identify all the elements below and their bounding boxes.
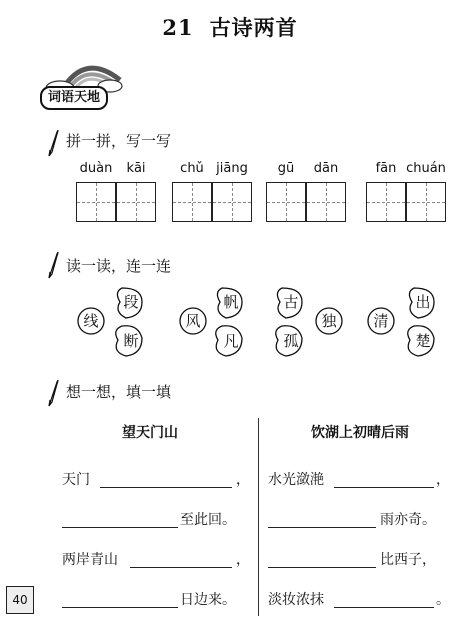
- poem-line-suffix: ，: [236, 472, 250, 488]
- blank-line[interactable]: [62, 606, 178, 608]
- writing-grid-box[interactable]: [366, 182, 406, 222]
- match-left-char[interactable]: 独: [321, 312, 337, 330]
- poem-line-suffix: 雨亦奇。: [380, 512, 436, 528]
- writing-grid-box[interactable]: [76, 182, 116, 222]
- poem-line-prefix: 淡妆浓抹: [268, 592, 324, 608]
- section-label: 词语天地: [40, 86, 108, 110]
- writing-grid-box[interactable]: [116, 182, 156, 222]
- task-title-matching: 读一读，连一连: [66, 257, 172, 275]
- pinyin-syllable: kāi: [126, 161, 146, 176]
- writing-grid-box[interactable]: [306, 182, 346, 222]
- match-bottom-char[interactable]: 断: [123, 332, 139, 350]
- writing-grid-box[interactable]: [266, 182, 306, 222]
- pinyin-syllable: duàn: [79, 161, 113, 176]
- poem-line-suffix: 。: [436, 592, 450, 608]
- poem-line-prefix: 天门: [62, 472, 90, 488]
- pinyin-syllable: gū: [277, 161, 295, 176]
- blank-line[interactable]: [334, 606, 434, 608]
- writing-grid-box[interactable]: [172, 182, 212, 222]
- poem-title-right: 饮湖上初晴后雨: [311, 425, 409, 441]
- writing-grid-box[interactable]: [212, 182, 252, 222]
- poem-title-left: 望天门山: [122, 425, 178, 441]
- quill-pen-icon: [46, 128, 60, 158]
- task-title-pinyin: 拼一拼，写一写: [66, 132, 172, 150]
- match-top-char[interactable]: 段: [123, 293, 139, 311]
- lesson-title: 古诗两首: [209, 15, 298, 40]
- match-top-char[interactable]: 帆: [223, 293, 239, 311]
- poem-line-suffix: ，: [436, 472, 450, 488]
- pinyin-syllable: chǔ: [180, 161, 204, 176]
- match-left-char[interactable]: 线: [83, 312, 99, 330]
- poem-line-suffix: 至此回。: [180, 512, 236, 528]
- column-divider: [258, 418, 259, 616]
- blank-line[interactable]: [268, 566, 376, 568]
- poem-line-prefix: 两岸青山: [62, 552, 118, 568]
- poem-line-suffix: 比西子，: [380, 552, 436, 568]
- blank-line[interactable]: [130, 566, 232, 568]
- match-left-char[interactable]: 清: [373, 312, 389, 330]
- quill-pen-icon: [46, 250, 60, 280]
- blank-line[interactable]: [334, 486, 434, 488]
- poem-line-suffix: 日边来。: [180, 592, 236, 608]
- pinyin-syllable: chuán: [406, 161, 446, 176]
- pinyin-syllable: jiāng: [216, 161, 248, 176]
- match-top-char[interactable]: 出: [415, 293, 431, 311]
- quill-pen-icon: [46, 378, 60, 408]
- pinyin-syllable: fān: [375, 161, 397, 176]
- poem-line-suffix: ，: [236, 552, 250, 568]
- match-bottom-char[interactable]: 楚: [415, 332, 431, 350]
- match-top-char[interactable]: 古: [283, 293, 299, 311]
- match-left-char[interactable]: 风: [185, 312, 201, 330]
- task-title-fill: 想一想，填一填: [66, 383, 172, 401]
- match-bottom-char[interactable]: 凡: [223, 332, 239, 350]
- page-number: 40: [6, 586, 34, 614]
- match-bottom-char[interactable]: 孤: [283, 332, 299, 350]
- blank-line[interactable]: [100, 486, 232, 488]
- pinyin-syllable: dān: [313, 161, 339, 176]
- poem-line-prefix: 水光潋滟: [268, 472, 324, 488]
- lesson-number: 21: [162, 15, 194, 40]
- blank-line[interactable]: [268, 526, 376, 528]
- blank-line[interactable]: [62, 526, 178, 528]
- writing-grid-box[interactable]: [406, 182, 446, 222]
- page-title: [0, 12, 460, 42]
